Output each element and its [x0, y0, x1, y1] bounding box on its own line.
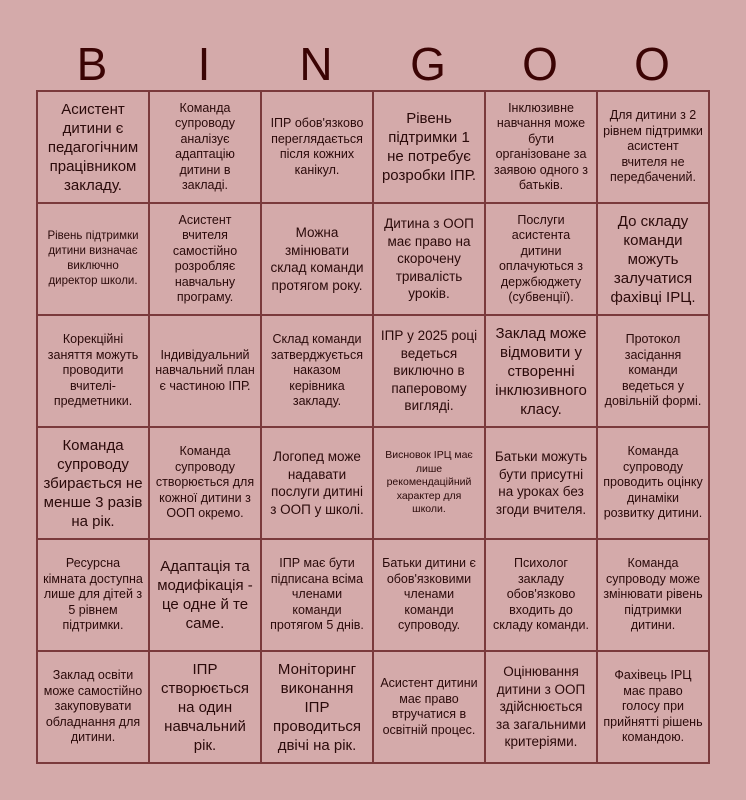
cell-text: Психолог закладу обов'язково входить до складу команди.: [493, 556, 589, 633]
bingo-cell[interactable]: [38, 92, 150, 204]
cell-text: Команда супроводу аналізує адаптацію дитини в закладі.: [175, 100, 235, 192]
cell-text: ІПР обов'язково переглядається після кожних канікул.: [270, 116, 364, 177]
cell-text: Асистент дитини є педагогічним працівником закладу.: [47, 100, 139, 194]
cell-text: Рівень підтримки 1 не потребує розробки ІПР.: [381, 110, 477, 184]
bingo-cell[interactable]: [374, 316, 486, 428]
cell-text: Склад команди затверджується наказом керівника закладу.: [271, 332, 363, 409]
bingo-cell[interactable]: [598, 428, 710, 540]
bingo-cell[interactable]: [262, 92, 374, 204]
bingo-cell[interactable]: [150, 540, 262, 652]
bingo-cell[interactable]: [486, 652, 598, 764]
bingo-cell[interactable]: [486, 204, 598, 316]
header-letter-o: O: [522, 38, 558, 90]
cell-text: Заклад освіти може самостійно закуповувати обладнання для дитини.: [43, 668, 143, 745]
cell-text: Адаптація та модифікація - це одне й те саме.: [157, 558, 253, 632]
cell-text: ІПР має бути підписана всіма членами команди протягом 5 днів.: [270, 556, 364, 633]
bingo-cell[interactable]: [150, 428, 262, 540]
bingo-cell[interactable]: [598, 316, 710, 428]
cell-text: Інклюзивне навчання може бути організоване за заявою одного з батьків.: [493, 100, 589, 192]
bingo-cell[interactable]: [598, 652, 710, 764]
cell-text: ІПР у 2025 році ведеться виключно в паперовому вигляді.: [380, 328, 478, 414]
cell-text: Рівень підтримки дитини визначає виключно директор школи.: [47, 230, 139, 287]
cell-text: Логопед може надавати послуги дитині з ООП у школі.: [270, 449, 364, 517]
header-letter-b: B: [76, 38, 108, 90]
cell-text: Корекційні заняття можуть проводити вчителі-предметники.: [47, 332, 139, 409]
cell-text: Асистент вчителя самостійно розробляє навчальну програму.: [172, 212, 238, 304]
cell-text: Команда супроводу може змінювати рівень підтримки дитини.: [603, 556, 703, 633]
bingo-cell[interactable]: [486, 92, 598, 204]
cell-text: Висновок ІРЦ має лише рекомендаційний характер для школи.: [385, 449, 473, 516]
bingo-cell[interactable]: [38, 316, 150, 428]
cell-text: Команда супроводу проводить оцінку динаміки розвитку дитини.: [603, 444, 703, 521]
cell-text: Заклад може відмовити у створенні інклюзивного класу.: [495, 324, 587, 418]
cell-text: Протокол засідання команди ведеться у довільній формі.: [604, 332, 702, 409]
bingo-cell[interactable]: [262, 540, 374, 652]
cell-text: До складу команди можуть залучатися фахівці ІРЦ.: [610, 212, 696, 306]
bingo-cell[interactable]: [150, 652, 262, 764]
bingo-cell[interactable]: [262, 428, 374, 540]
header-letter-i: I: [197, 38, 211, 90]
bingo-cell[interactable]: [486, 316, 598, 428]
cell-text: Команда супроводу збирається не менше 3 разів на рік.: [43, 436, 143, 530]
bingo-cell[interactable]: [486, 428, 598, 540]
bingo-cell[interactable]: [262, 316, 374, 428]
bingo-cell[interactable]: [38, 204, 150, 316]
cell-text: Оцінювання дитини з ООП здійснюється за загальними критеріями.: [495, 664, 586, 750]
cell-text: Ресурсна кімната доступна лише для дітей з 5 рівнем підтримки.: [43, 556, 143, 633]
cell-text: Моніторинг виконання ІПР проводиться двічі на рік.: [272, 660, 362, 754]
cell-text: Послуги асистента дитини оплачуються з держбюджету (субвенції).: [498, 212, 583, 304]
cell-text: Команда супроводу створюється для кожної дитини з ООП окремо.: [155, 444, 255, 521]
cell-text: Фахівець ІРЦ має право голосу при прийнятті рішень командою.: [603, 668, 703, 745]
bingo-cell[interactable]: [150, 204, 262, 316]
cell-text: Можна змінювати склад команди протягом року.: [270, 225, 364, 293]
bingo-cell[interactable]: [150, 316, 262, 428]
header-letter-g: G: [410, 38, 446, 90]
header-letter-o-2: O: [634, 38, 670, 90]
cell-text: Дитина з ООП має право на скорочену тривалість уроків.: [384, 216, 474, 302]
cell-text: Для дитини з 2 рівнем підтримки асистент вчителя не передбачений.: [603, 108, 703, 185]
bingo-header: [36, 38, 708, 90]
cell-text: Асистент дитини має право втручатися в освітній процес.: [380, 676, 478, 737]
cell-text: ІПР створюється на один навчальний рік.: [160, 660, 250, 754]
bingo-cell[interactable]: [598, 204, 710, 316]
bingo-grid: [36, 90, 710, 764]
bingo-cell[interactable]: [374, 92, 486, 204]
bingo-cell[interactable]: [38, 652, 150, 764]
bingo-cell[interactable]: [374, 540, 486, 652]
bingo-cell[interactable]: [486, 540, 598, 652]
bingo-cell[interactable]: [150, 92, 262, 204]
bingo-cell[interactable]: [262, 204, 374, 316]
cell-text: Індивідуальний навчальний план є частиною ІПР.: [155, 347, 255, 393]
header-letter-n: N: [299, 38, 333, 90]
bingo-cell[interactable]: [598, 92, 710, 204]
bingo-cell[interactable]: [38, 540, 150, 652]
bingo-cell[interactable]: [598, 540, 710, 652]
cell-text: Батьки можуть бути присутні на уроках без згоди вчителя.: [494, 449, 588, 517]
bingo-cell[interactable]: [374, 428, 486, 540]
cell-text: Батьки дитини є обов'язковими членами команди супроводу.: [382, 556, 476, 633]
bingo-cell[interactable]: [38, 428, 150, 540]
bingo-cell[interactable]: [262, 652, 374, 764]
bingo-cell[interactable]: [374, 204, 486, 316]
bingo-cell[interactable]: [374, 652, 486, 764]
